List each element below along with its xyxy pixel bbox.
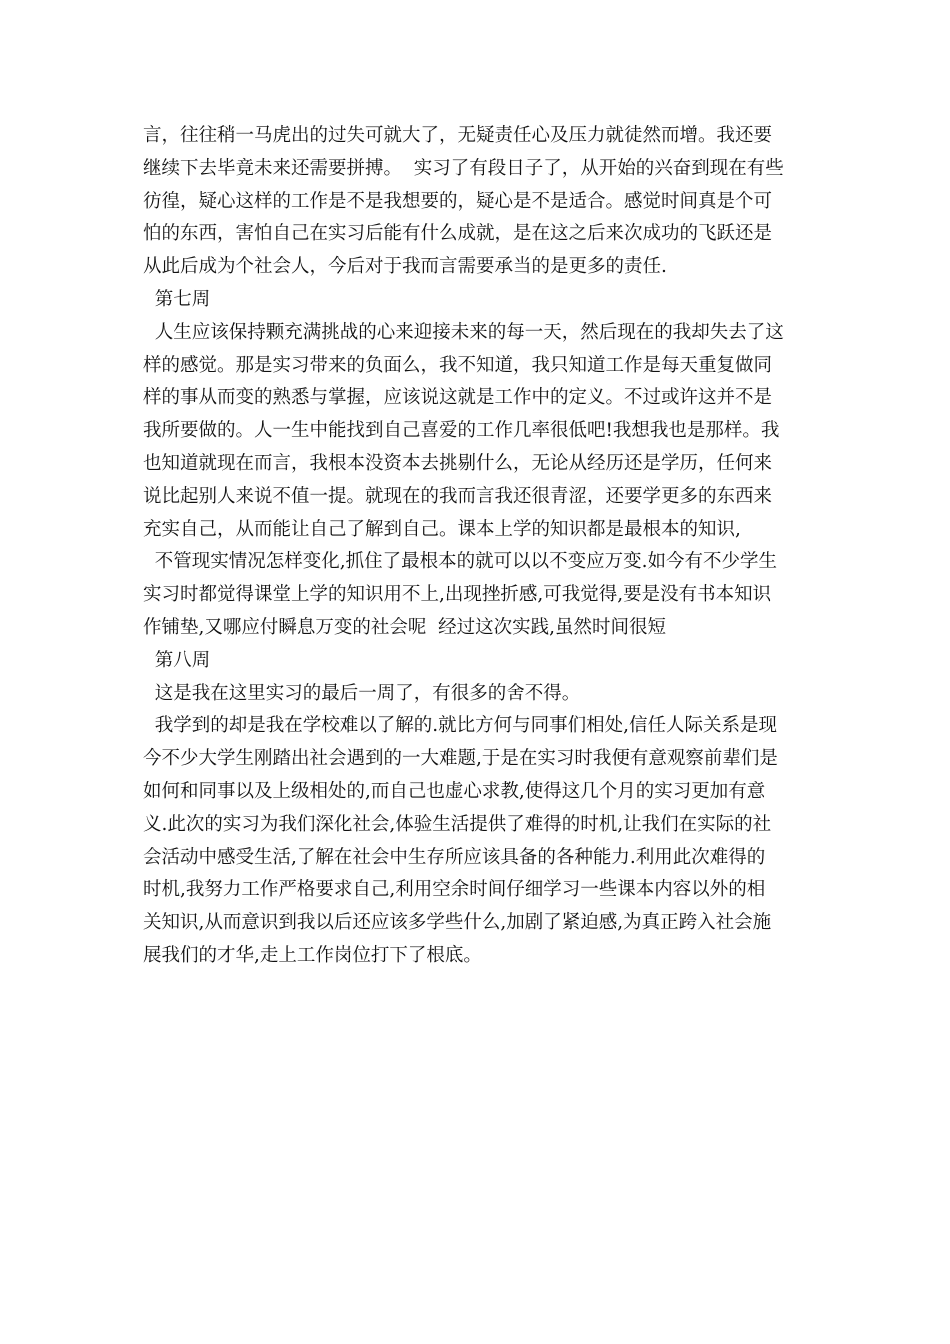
text-line: 怕的东西，害怕自己在实习后能有什么成就，是在这之后来次成功的飞跃还是 [143,223,773,245]
text-line: 时机,我努力工作严格要求自己,利用空余时间仔细学习一些课本内容以外的相 [143,879,766,901]
text-line: 充实自己，从而能让自己了解到自己。课本上学的知识都是最根本的知识, [143,518,741,540]
text-line: 继续下去毕竟未来还需要拼搏。 实习了有段日子了，从开始的兴奋到现在有些 [143,157,784,179]
text-line: 不管现实情况怎样变化,抓住了最根本的就可以以不变应万变.如今有不少学生 [143,551,778,573]
text-line: 彷徨，疑心这样的工作是不是我想要的，疑心是不是适合。感觉时间真是个可 [143,190,773,212]
text-line: 说比起别人来说不值一提。就现在的我而言我还很青涩，还要学更多的东西来 [143,485,773,507]
section-heading-week-8: 第八周 [143,649,211,671]
text-line: 样的事从而变的熟悉与掌握，应该说这就是工作中的定义。不过或许这并不是 [143,387,773,409]
text-line: 这是我在这里实习的最后一周了，有很多的舍不得。 [143,682,581,704]
text-line: 也知道就现在而言，我根本没资本去挑剔什么，无论从经历还是学历，任何来 [143,452,773,474]
text-line: 会活动中感受生活,了解在社会中生存所应该具备的各种能力.利用此次难得的 [143,846,766,868]
text-line: 言，往往稍一马虎出的过失可就大了，无疑责任心及压力就徒然而增。我还要 [143,125,773,146]
text-line: 人生应该保持颗充满挑战的心来迎接未来的每一天，然后现在的我却失去了这 [143,321,784,343]
text-line: 从此后成为个社会人，今后对于我而言需要承当的是更多的责任. [143,256,667,278]
text-line: 今不少大学生刚踏出社会遇到的一大难题,于是在实习时我便有意观察前辈们是 [143,748,778,770]
text-line: 如何和同事以及上级相处的,而自己也虚心求教,使得这几个月的实习更加有意 [143,780,766,802]
text-line: 展我们的才华,走上工作岗位打下了根底。 [143,944,482,966]
text-line: 义.此次的实习为我们深化社会,体验生活提供了难得的时机,让我们在实际的社 [143,813,772,835]
text-line: 我学到的却是我在学校难以了解的.就比方何与同事们相处,信任人际关系是现 [143,715,778,737]
text-line: 我所要做的。人一生中能找到自己喜爱的工作几率很低吧!我想我也是那样。我 [143,420,780,442]
text-line: 样的感觉。那是实习带来的负面么，我不知道，我只知道工作是每天重复做同 [143,354,773,376]
text-line: 关知识,从而意识到我以后还应该多学些什么,加剧了紧迫感,为真正跨入社会施 [143,912,772,934]
text-line: 实习时都觉得课堂上学的知识用不上,出现挫折感,可我觉得,要是没有书本知识 [143,584,772,606]
section-heading-week-7: 第七周 [143,288,211,310]
text-line: 作铺垫,又哪应付瞬息万变的社会呢 经过这次实践,虽然时间很短 [143,616,667,638]
document-body [143,120,823,973]
